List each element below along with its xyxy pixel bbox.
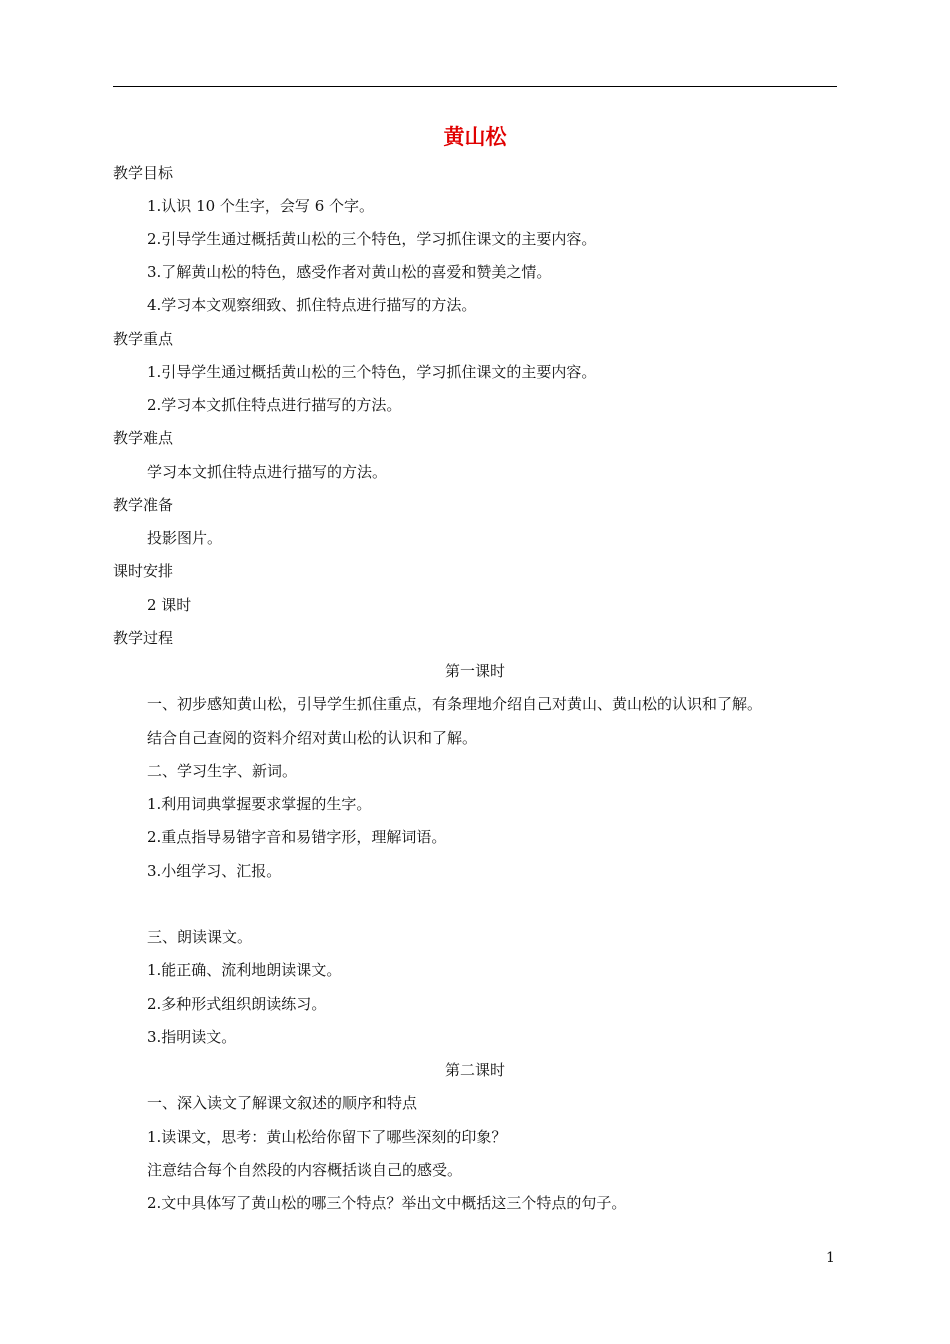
section-heading-preparation: 教学准备 (113, 496, 174, 514)
difficulty-text: 学习本文抓住特点进行描写的方法。 (147, 463, 388, 481)
objective-item: 4.学习本文观察细致、抓住特点进行描写的方法。 (147, 296, 477, 314)
lesson-line: 三、朗读课文。 (147, 928, 253, 946)
lesson-line: 1.读课文，思考：黄山松给你留下了哪些深刻的印象？ (147, 1128, 507, 1146)
section-heading-difficulties: 教学难点 (113, 429, 174, 447)
section-heading-key-points: 教学重点 (113, 330, 174, 348)
lesson-heading: 第一课时 (444, 662, 505, 680)
section-heading-objectives: 教学目标 (113, 164, 174, 182)
page-number: 1 (826, 1250, 835, 1266)
lesson-line: 2.文中具体写了黄山松的哪三个特点？举出文中概括这三个特点的句子。 (147, 1194, 627, 1212)
section-heading-process: 教学过程 (113, 629, 174, 647)
schedule-text: 2 课时 (147, 596, 192, 614)
lesson-line: 二、学习生字、新词。 (147, 762, 298, 780)
lesson-line: 1.能正确、流利地朗读课文。 (147, 961, 342, 979)
key-point-item: 2.学习本文抓住特点进行描写的方法。 (147, 396, 402, 414)
objective-item: 2.引导学生通过概括黄山松的三个特色，学习抓住课文的主要内容。 (147, 230, 597, 248)
document-title: 黄山松 (443, 125, 507, 149)
lesson-line: 结合自己查阅的资料介绍对黄山松的认识和了解。 (147, 729, 478, 747)
preparation-text: 投影图片。 (147, 529, 223, 547)
lesson-line: 注意结合每个自然段的内容概括谈自己的感受。 (147, 1161, 463, 1179)
objective-item: 1.认识 10 个生字，会写 6 个字。 (147, 197, 375, 215)
lesson-line: 2.多种形式组织朗读练习。 (147, 995, 327, 1013)
header-rule (113, 86, 837, 87)
section-heading-schedule: 课时安排 (113, 562, 174, 580)
lesson-line: 一、初步感知黄山松，引导学生抓住重点，有条理地介绍自己对黄山、黄山松的认识和了解。 (147, 695, 763, 713)
lesson-heading: 第二课时 (444, 1061, 505, 1079)
objective-item: 3.了解黄山松的特色，感受作者对黄山松的喜爱和赞美之情。 (147, 263, 552, 281)
lesson-line: 3.指明读文。 (147, 1028, 237, 1046)
lesson-line: 2.重点指导易错字音和易错字形，理解词语。 (147, 828, 447, 846)
key-point-item: 1.引导学生通过概括黄山松的三个特色，学习抓住课文的主要内容。 (147, 363, 597, 381)
lesson-line: 3.小组学习、汇报。 (147, 862, 282, 880)
lesson-line: 一、深入读文了解课文叙述的顺序和特点 (147, 1094, 418, 1112)
lesson-line: 1.利用词典掌握要求掌握的生字。 (147, 795, 372, 813)
